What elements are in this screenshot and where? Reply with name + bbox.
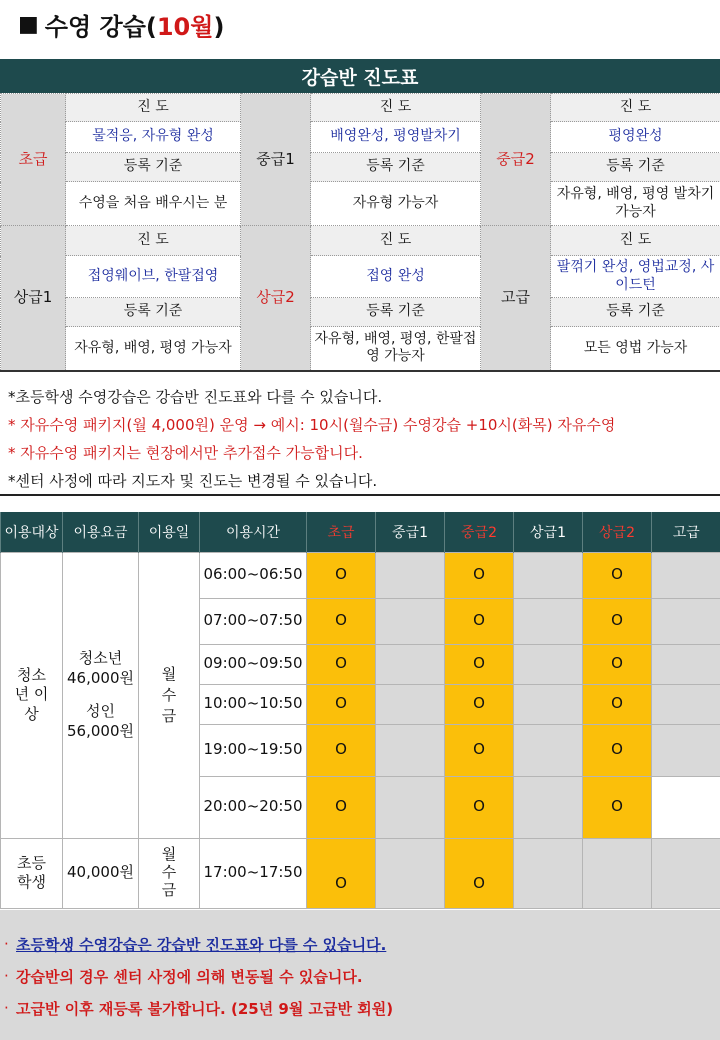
time-cell: 06:00~06:50 <box>200 552 307 598</box>
slot-closed <box>652 724 720 776</box>
level-go: 고급 <box>481 226 551 371</box>
footer-notes <box>0 910 720 1040</box>
criteria-cho: 수영을 처음 배우시는 분 <box>66 182 241 226</box>
slot-open: O <box>307 552 376 598</box>
slot-closed <box>376 838 445 908</box>
slot-closed <box>652 776 720 838</box>
slot-closed <box>652 644 720 684</box>
criteria-label: 등록 기준 <box>311 298 481 327</box>
criteria-label: 등록 기준 <box>551 153 720 182</box>
slot-closed <box>652 598 720 644</box>
progress-label: 진 도 <box>551 226 720 256</box>
slot-open: O <box>583 776 652 838</box>
progress-table-header: 강습반 진도표 <box>0 59 720 93</box>
header-go: 고급 <box>652 512 720 552</box>
slot-closed <box>514 644 583 684</box>
slot-open: O <box>583 644 652 684</box>
slot-open: O <box>307 838 376 908</box>
header-days: 이용일 <box>139 512 200 552</box>
slot-closed <box>514 838 583 908</box>
target-group1: 청소년 이상 <box>1 552 63 838</box>
progress-table <box>0 93 720 372</box>
table-row <box>1 552 720 598</box>
footer-note-item: · 강습반의 경우 센터 사정에 의해 변동될 수 있습니다. <box>4 967 363 986</box>
header-target: 이용대상 <box>1 512 63 552</box>
level-sang2: 상급2 <box>241 226 311 371</box>
slot-closed <box>376 552 445 598</box>
criteria-label: 등록 기준 <box>311 153 481 182</box>
table-row <box>1 838 720 908</box>
criteria-label: 등록 기준 <box>66 153 241 182</box>
title-square-icon: ■ <box>18 11 39 37</box>
time-cell: 17:00~17:50 <box>200 838 307 908</box>
slot-closed <box>376 644 445 684</box>
progress-label: 진 도 <box>311 226 481 256</box>
slot-open: O <box>307 776 376 838</box>
footer-note-item: · 고급반 이후 재등록 불가합니다. (25년 9월 고급반 회원) <box>4 999 394 1018</box>
progress-sang2: 접영 완성 <box>311 256 481 298</box>
slot-closed <box>583 838 652 908</box>
note-item: *초등학생 수영강습은 강습반 진도표와 다를 수 있습니다. <box>8 387 383 406</box>
criteria-jung2: 자유형, 배영, 평영 발차기 가능자 <box>551 182 720 226</box>
slot-closed <box>652 838 720 908</box>
criteria-label: 등록 기준 <box>551 298 720 327</box>
slot-open: O <box>445 838 514 908</box>
bullet-icon: · <box>4 967 9 985</box>
slot-closed <box>652 552 720 598</box>
time-cell: 19:00~19:50 <box>200 724 307 776</box>
slot-open: O <box>583 684 652 724</box>
slot-closed <box>514 724 583 776</box>
header-sang2: 상급2 <box>583 512 652 552</box>
criteria-sang1: 자유형, 배영, 평영 가능자 <box>66 327 241 371</box>
header-jung2: 중급2 <box>445 512 514 552</box>
progress-jung2: 평영완성 <box>551 122 720 153</box>
slot-open: O <box>445 598 514 644</box>
slot-open: O <box>445 724 514 776</box>
slot-open: O <box>307 684 376 724</box>
slot-closed <box>376 684 445 724</box>
slot-closed <box>652 684 720 724</box>
slot-open: O <box>307 724 376 776</box>
bullet-icon: · <box>4 935 9 953</box>
progress-go: 팔꺾기 완성, 영법교정, 사이드턴 <box>551 256 720 298</box>
schedule-table <box>0 512 720 909</box>
slot-closed <box>376 598 445 644</box>
slot-open: O <box>445 644 514 684</box>
slot-open: O <box>307 598 376 644</box>
title-prefix: 수영 강습(10월) <box>44 12 225 41</box>
level-jung1: 중급1 <box>241 94 311 226</box>
slot-open: O <box>583 552 652 598</box>
slot-closed <box>514 552 583 598</box>
progress-label: 진 도 <box>311 94 481 122</box>
slot-closed <box>514 598 583 644</box>
header-cho: 초급 <box>307 512 376 552</box>
header-fee: 이용요금 <box>63 512 139 552</box>
slot-open: O <box>307 644 376 684</box>
slot-closed <box>376 724 445 776</box>
notes-section <box>0 374 720 496</box>
criteria-go: 모든 영법 가능자 <box>551 327 720 371</box>
progress-label: 진 도 <box>66 226 241 256</box>
slot-open: O <box>445 684 514 724</box>
note-item-package: * 자유수영 패키지(월 4,000원) 운영 → 예시: 10시(월수금) 수영강습 + 10시(화목) 자유수영 <box>8 415 616 434</box>
time-cell: 20:00~20:50 <box>200 776 307 838</box>
criteria-label: 등록 기준 <box>66 298 241 327</box>
level-cho: 초급 <box>1 94 66 226</box>
note-item: *센터 사정에 따라 지도자 및 진도는 변경될 수 있습니다. <box>8 471 378 490</box>
fee-group1: 청소년 46,000원 성인 56,000원 <box>63 552 139 838</box>
slot-closed <box>514 776 583 838</box>
slot-open: O <box>583 724 652 776</box>
level-sang1: 상급1 <box>1 226 66 371</box>
slot-open: O <box>445 552 514 598</box>
page-title <box>18 6 224 42</box>
slot-closed <box>376 776 445 838</box>
days-group2: 월 수 금 <box>139 838 200 908</box>
header-time: 이용시간 <box>200 512 307 552</box>
progress-cho: 물적응, 자유형 완성 <box>66 122 241 153</box>
time-cell: 10:00~10:50 <box>200 684 307 724</box>
time-cell: 07:00~07:50 <box>200 598 307 644</box>
note-item: * 자유수영 패키지는 현장에서만 추가접수 가능합니다. <box>8 443 363 462</box>
criteria-jung1: 자유형 가능자 <box>311 182 481 226</box>
level-jung2: 중급2 <box>481 94 551 226</box>
progress-sang1: 접영웨이브, 한팔접영 <box>66 256 241 298</box>
progress-label: 진 도 <box>66 94 241 122</box>
header-jung1: 중급1 <box>376 512 445 552</box>
time-cell: 09:00~09:50 <box>200 644 307 684</box>
fee-group2: 40,000원 <box>63 838 139 908</box>
slot-open: O <box>445 776 514 838</box>
bullet-icon: · <box>4 999 9 1017</box>
progress-label: 진 도 <box>551 94 720 122</box>
progress-jung1: 배영완성, 평영발차기 <box>311 122 481 153</box>
days-group1: 월 수 금 <box>139 552 200 838</box>
criteria-sang2: 자유형, 배영, 평영, 한팔접영 가능자 <box>311 327 481 371</box>
slot-open: O <box>583 598 652 644</box>
footer-note-item: · 초등학생 수영강습은 강습반 진도표와 다를 수 있습니다. <box>4 935 387 954</box>
target-group2: 초등 학생 <box>1 838 63 908</box>
slot-closed <box>514 684 583 724</box>
title-month: 10월 <box>156 12 214 41</box>
header-sang1: 상급1 <box>514 512 583 552</box>
